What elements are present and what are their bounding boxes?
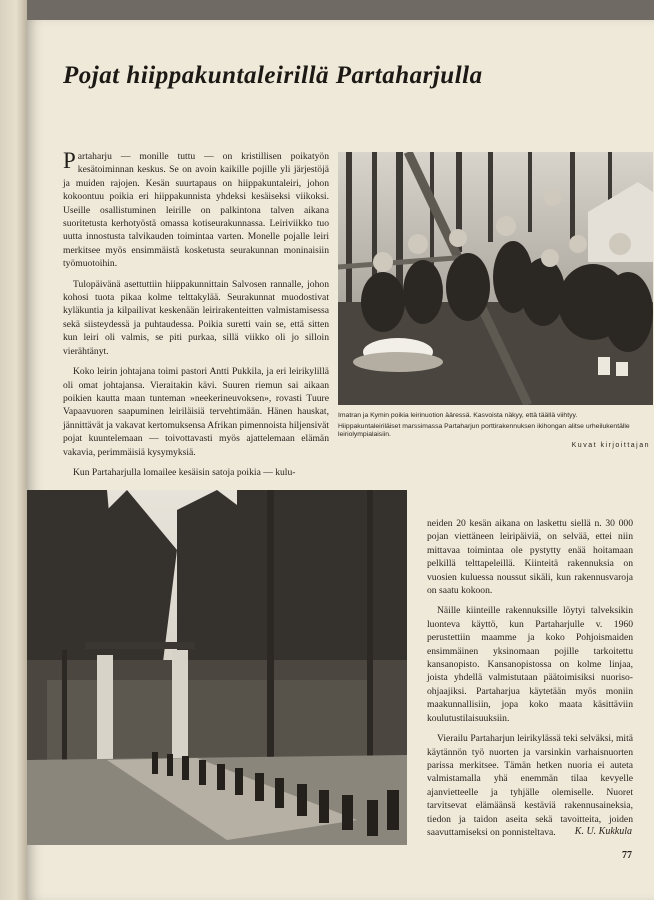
caption-march: Hiippakuntaleiriläiset marssimassa Partaharjun porttirakennuksen ikihongan alitse urheilukentälle leiriolympialaisiin. <box>338 422 630 439</box>
photo-gate-march <box>27 490 407 845</box>
author-signature: K. U. Kukkula <box>574 826 632 837</box>
magazine-page <box>27 20 654 900</box>
left-text-column <box>63 150 329 486</box>
paragraph: neiden 20 kesän aikana on laskettu siellä n. 30 000 pojan viettäneen leiripäiviä, on selvää, ettei niin mittavaa toimintaa ole pystytty enää hoitamaan pelkillä telttapeleillä. Kiinteitä rakennuksia on vuosien kuluessa noussut sikäli, kun rakennusvaroja on saatu kokoon. <box>427 518 633 597</box>
paragraph: Kun Partaharjulla lomailee kesäisin satoja poikia — kulu- <box>73 466 296 478</box>
paragraph <box>63 150 329 271</box>
drop-cap: P <box>63 148 76 173</box>
article-title: Pojat hiippakuntaleirillä Partaharjulla <box>63 62 483 89</box>
paragraph: Näille kiinteille rakennuksille löytyi talveksikin luonteva käyttö, kun Partaharjulle v. 1960 perustettiin maamme ja koko Pohjoismaiden ensimmäinen yksinomaan pojille tarkoitettu kansanopisto. Kansanopistossa on kolme linjaa, joista yhdellä valmistutaan päätoimisiksi nuoriso-ohjaajiksi. Partaharjua käytetään myös moniin maakunnallisiin, jopa koko maata käsittäviin koulutustilaisuuksiin. <box>427 605 633 724</box>
photo-credit: Kuvat kirjoittajan <box>571 441 650 449</box>
paragraph: Vierailu Partaharjun leirikylässä teki selväksi, mitä käytännön työ nuorten ja varsinkin varhaisnuorten parissa merkitsee. Tämän hetken nuoria ei auteta valmistamalla yhä enemmän tilaa kevyelle ajanvietteelle ja tyhjälle olemiselle. Nuoret tarvitsevat elämäänsä kestäviä rakennusaineksia, tiedon ja taidon aseita sekä tavoitteita, joiden saavuttamiseksi on ponnisteltava. <box>427 733 633 838</box>
facing-page-edge <box>0 0 27 900</box>
photo-campfire-group <box>338 152 653 405</box>
paragraph-text: artaharju — monille tuttu — on kristillisen poikatyön kesätoiminnan keskus. Se on avoin kaikille pojille yli järjestöjä ja muiden rajojen. Kesän suurtapaus on hiippakuntaleiri, johon kokoontuu poikia eri hiippakunnista yhdeksi kesäiseksi viikoksi. Useille osallistuminen leirille on palkintona talven aikana suoritetusta kerhotyöstä omassa kotiseurakunnassa. Leiriviikko tuo uutta innostusta talvikauden toimintaa varten. Monelle pojalle leiri merkitsee myös ensimmäistä kosketusta seurakunnan moninaisiin työmuotoihin. <box>63 151 329 270</box>
photo-captions <box>338 412 650 452</box>
paragraph: Koko leirin johtajana toimi pastori Antti Pukkila, ja eri leirikylillä oli omat johtajansa. Vieraitakin kävi. Suuren riemun sai aikaan poikien kautta maan tunteman »neekerineuvoksen», rovasti Tuure Vapaavuoren saapuminen leiriläisiä tervehtimään. Hänen hauskat, jännittävät ja vakavat kertomuksensa Afrikan pimennoista hiljensivät pojat kuuntelemaan — toivottavasti myös ajattelemaan elämän vakavia, perimmäisiä kysymyksiä. <box>63 366 329 458</box>
paragraph: Tulopäivänä asettuttiin hiippakunnittain Salvosen rannalle, johon kohosi tuota pikaa kolme telttakylää. Seurakunnat muodostivat kyläkuntia ja kilpailivat keskenään leirirakenteitten valmistamisessa sekä siisteydessä ja puhtaudessa. Poikia suretti vain se, että sitten kun leiri oli valmis, se piti purkaa, sillä viikko oli jo silloin vierähtänyt. <box>63 278 329 357</box>
page-number: 77 <box>622 850 632 861</box>
caption-campfire: Imatran ja Kymin poikia leirinuotion ääressä. Kasvoista näkyy, että täällä viihtyy. <box>338 412 578 419</box>
right-text-column <box>427 517 633 846</box>
